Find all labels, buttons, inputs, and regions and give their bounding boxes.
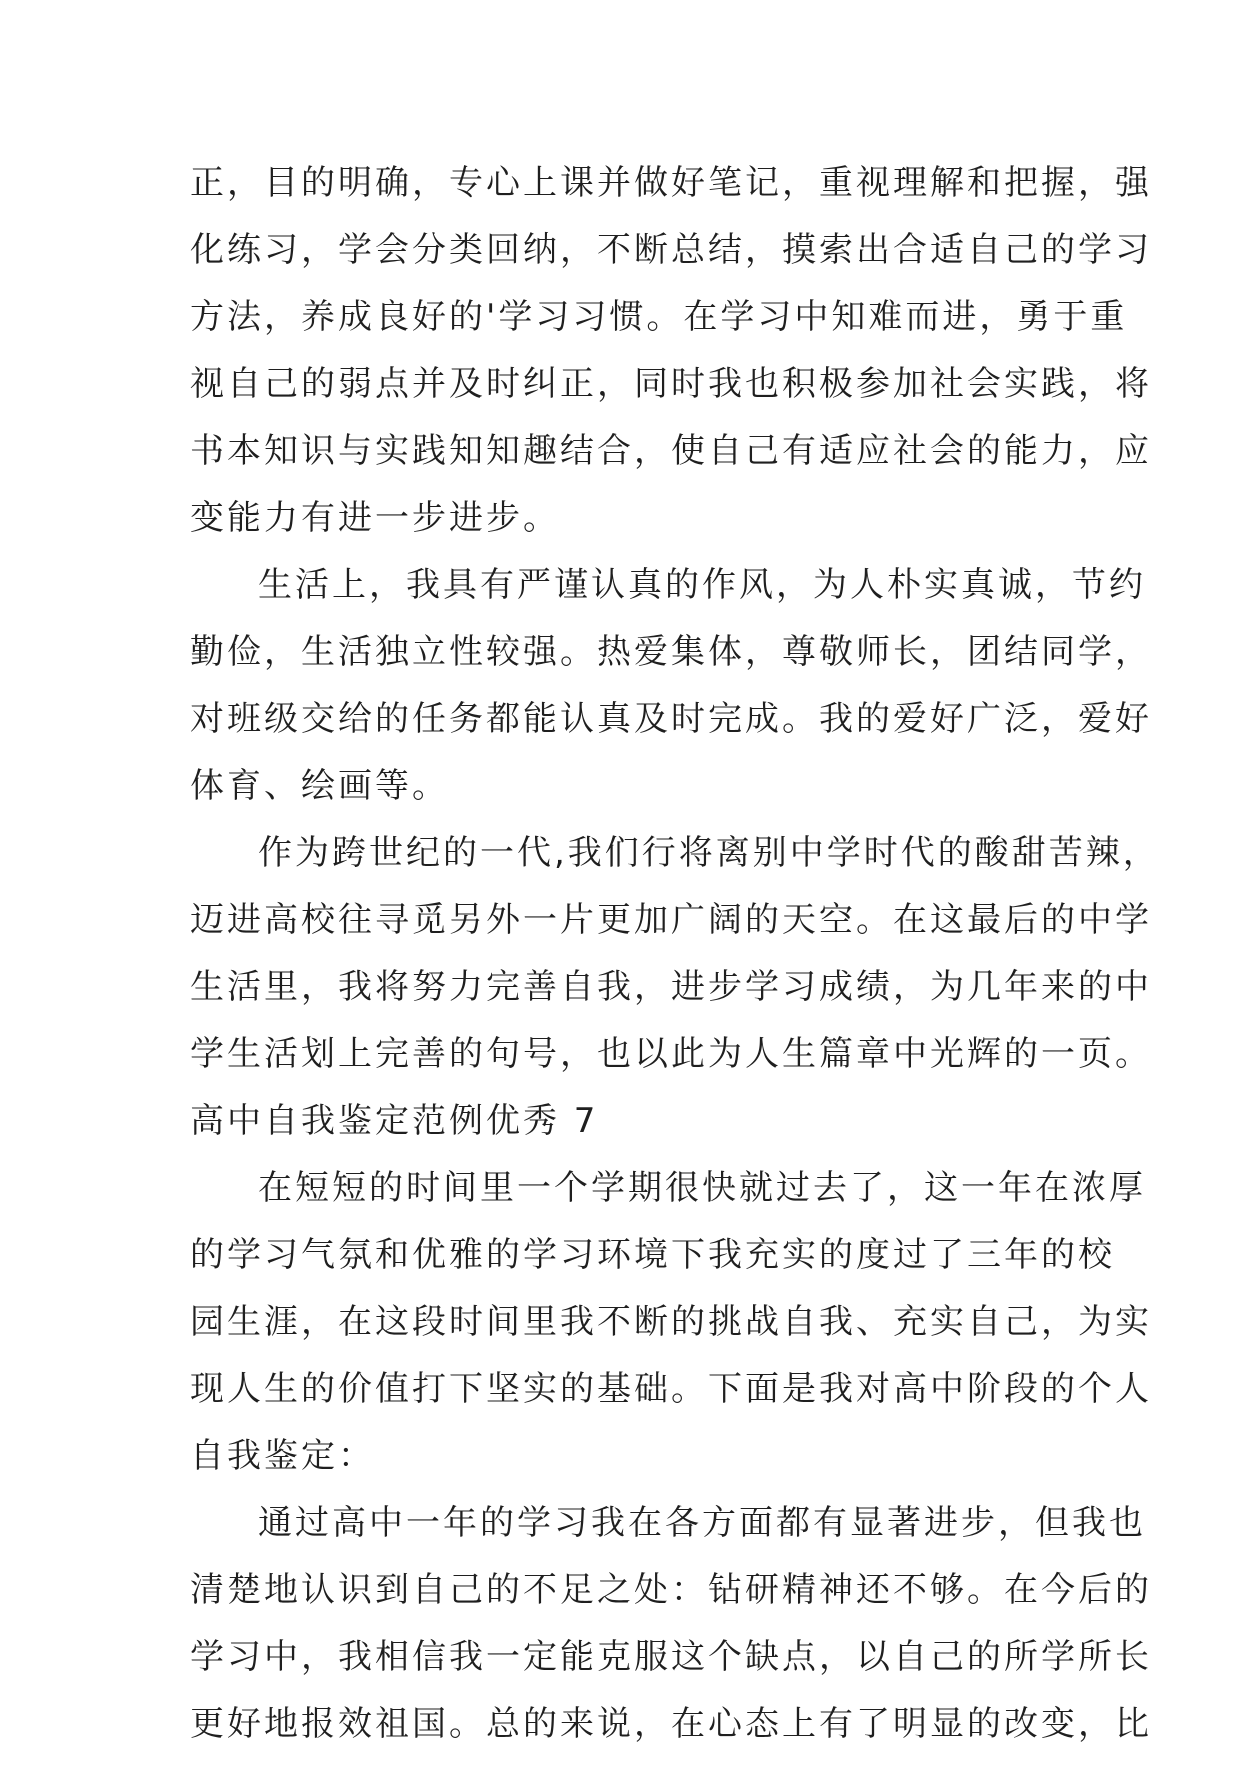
paragraph-start-line: 生活上，我具有严谨认真的作风，为人朴实真诚，节约 — [258, 565, 1146, 605]
text-line: 更好地报效祖国。总的来说，在心态上有了明显的改变，比 — [190, 1704, 1152, 1744]
text-line: 正，目的明确，专心上课并做好笔记，重视理解和把握，强 — [190, 163, 1152, 203]
text-line: 自我鉴定： — [190, 1436, 375, 1476]
text-line: 现人生的价值打下坚实的基础。下面是我对高中阶段的个人 — [190, 1369, 1152, 1409]
text-line: 对班级交给的任务都能认真及时完成。我的爱好广泛，爱好 — [190, 699, 1152, 739]
text-line: 书本知识与实践知知趣结合，使自己有适应社会的能力，应 — [190, 431, 1152, 471]
text-line: 视自己的弱点并及时纠正，同时我也积极参加社会实践，将 — [190, 364, 1152, 404]
text-line: 园生涯，在这段时间里我不断的挑战自我、充实自己，为实 — [190, 1302, 1152, 1342]
text-line: 的学习气氛和优雅的学习环境下我充实的度过了三年的校 — [190, 1235, 1115, 1275]
section-heading: 高中自我鉴定范例优秀 7 — [190, 1101, 599, 1141]
text-line: 体育、绘画等。 — [190, 766, 449, 806]
text-line: 方法，养成良好的'学习习惯。在学习中知难而进，勇于重 — [190, 297, 1128, 337]
paragraph-start-line: 通过高中一年的学习我在各方面都有显著进步，但我也 — [258, 1503, 1146, 1543]
body-text — [190, 160, 1160, 1768]
text-line: 勤俭，生活独立性较强。热爱集体，尊敬师长，团结同学， — [190, 632, 1152, 672]
paragraph-start-line: 作为跨世纪的一代,我们行将离别中学时代的酸甜苦辣， — [258, 833, 1160, 873]
text-line: 迈进高校往寻觅另外一片更加广阔的天空。在这最后的中学 — [190, 900, 1152, 940]
text-line: 生活里，我将努力完善自我，进步学习成绩，为几年来的中 — [190, 967, 1152, 1007]
text-line: 学生活划上完善的句号，也以此为人生篇章中光辉的一页。 — [190, 1034, 1152, 1074]
paragraph-start-line: 在短短的时间里一个学期很快就过去了，这一年在浓厚 — [258, 1168, 1146, 1208]
text-line: 化练习，学会分类回纳，不断总结，摸索出合适自己的学习 — [190, 230, 1152, 270]
text-line: 清楚地认识到自己的不足之处：钻研精神还不够。在今后的 — [190, 1570, 1152, 1610]
text-line: 学习中，我相信我一定能克服这个缺点，以自己的所学所长 — [190, 1637, 1152, 1677]
text-line: 变能力有进一步进步。 — [190, 498, 560, 538]
